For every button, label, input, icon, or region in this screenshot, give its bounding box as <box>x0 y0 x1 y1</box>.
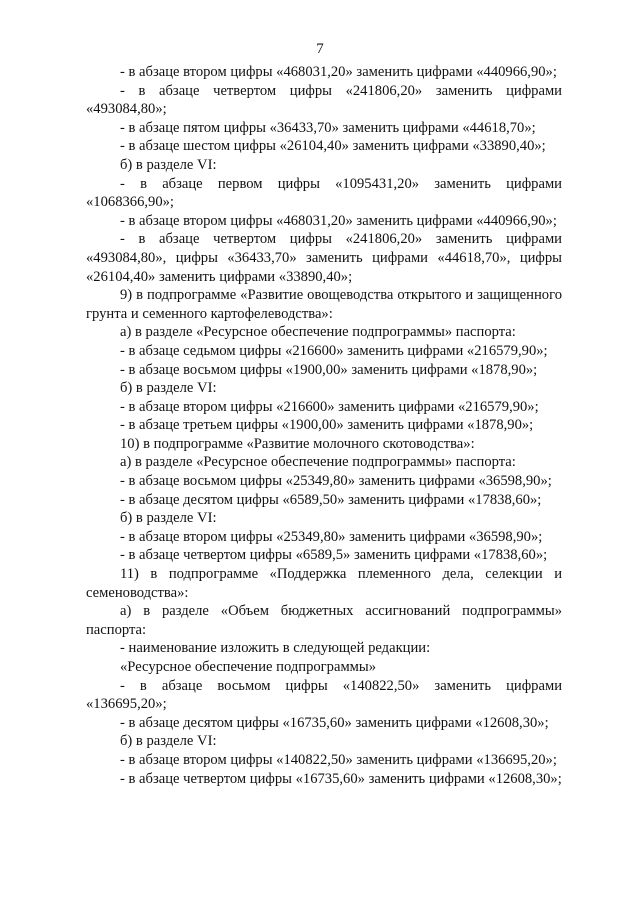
section-heading: б) в разделе VI: <box>120 156 217 173</box>
section-heading: б) в разделе VI: <box>120 733 217 750</box>
paragraph: - в абзаце четвертом цифры «16735,60» заменить цифрами «12608,30»; <box>120 770 562 787</box>
paragraph: - в абзаце восьмом цифры «140822,50» заменить цифрами «136695,20»; <box>86 677 562 713</box>
section-heading: б) в разделе VI: <box>120 380 217 397</box>
paragraph: - в абзаце третьем цифры «1900,00» заменить цифрами «1878,90»; <box>120 417 534 434</box>
paragraph: - в абзаце втором цифры «468031,20» заменить цифрами «440966,90»; <box>120 212 557 229</box>
section-heading: а) в разделе «Ресурсное обеспечение подпрограммы» паспорта: <box>120 324 516 341</box>
paragraph: - в абзаце четвертом цифры «6589,5» заменить цифрами «17838,60»; <box>120 547 548 564</box>
paragraph: - в абзаце втором цифры «216600» заменить цифрами «216579,90»; <box>120 398 539 415</box>
paragraph: - в абзаце восьмом цифры «1900,00» заменить цифрами «1878,90»; <box>120 361 538 378</box>
paragraph: - в абзаце восьмом цифры «25349,80» заменить цифрами «36598,90»; <box>120 473 552 490</box>
paragraph: - в абзаце седьмом цифры «216600» заменить цифрами «216579,90»; <box>120 342 548 359</box>
document-body <box>86 63 562 788</box>
section-heading: б) в разделе VI: <box>120 510 217 527</box>
paragraph: - в абзаце шестом цифры «26104,40» заменить цифрами «33890,40»; <box>120 138 546 155</box>
paragraph: - в абзаце первом цифры «1095431,20» заменить цифрами «1068366,90»; <box>86 175 562 211</box>
paragraph: - в абзаце втором цифры «468031,20» заменить цифрами «440966,90»; <box>120 64 557 80</box>
subprogram-heading: 10) в подпрограмме «Развитие молочного скотоводства»: <box>120 435 475 452</box>
paragraph: - в абзаце десятом цифры «6589,50» заменить цифрами «17838,60»; <box>120 491 542 508</box>
section-heading: а) в разделе «Объем бюджетных ассигнований подпрограммы» паспорта: <box>86 603 562 638</box>
paragraph: «Ресурсное обеспечение подпрограммы» <box>120 659 377 675</box>
paragraph: - в абзаце четвертом цифры «241806,20» заменить цифрами «493084,80»; <box>86 82 562 118</box>
subprogram-heading: 11) в подпрограмме «Поддержка племенного дела, селекции и семеноводства»: <box>86 566 562 601</box>
paragraph: - в абзаце втором цифры «140822,50» заменить цифрами «136695,20»; <box>120 751 557 768</box>
paragraph: - в абзаце пятом цифры «36433,70» заменить цифрами «44618,70»; <box>120 119 536 136</box>
page-number: 7 <box>316 41 324 57</box>
section-heading: а) в разделе «Ресурсное обеспечение подпрограммы» паспорта: <box>120 454 516 471</box>
paragraph: - в абзаце втором цифры «25349,80» заменить цифрами «36598,90»; <box>120 528 543 545</box>
paragraph: - в абзаце десятом цифры «16735,60» заменить цифрами «12608,30»; <box>120 714 549 731</box>
paragraph: - в абзаце четвертом цифры «241806,20» заменить цифрами «493084,80», цифры «36433,70» заменить цифрами «44618,70», цифры «26104,40» заменить цифрами «33890,40»; <box>86 231 562 285</box>
subprogram-heading: 9) в подпрограмме «Развитие овощеводства открытого и защищенного грунта и семенного картофелеводства»: <box>86 287 562 322</box>
paragraph: - наименование изложить в следующей редакции: <box>120 640 431 657</box>
